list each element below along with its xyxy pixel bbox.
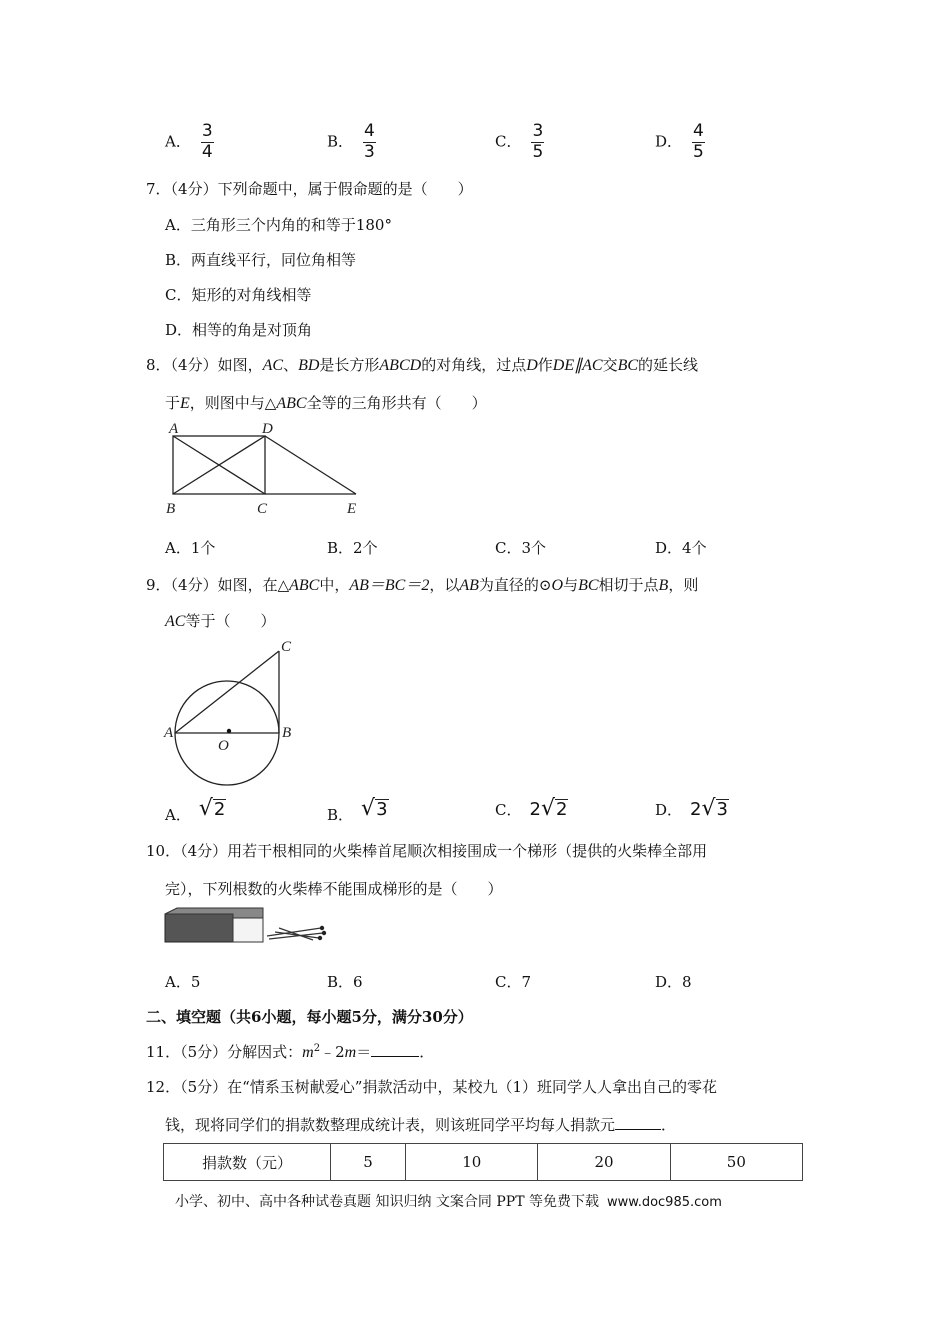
q7-option-d: D．相等的角是对顶角	[165, 321, 313, 339]
q10-option-b: B．6	[327, 973, 363, 991]
q12-answer-blank[interactable]	[615, 1117, 661, 1130]
q11-stem: 11．（5分）分解因式：$m^2﹣2m=$ ．	[146, 1043, 435, 1061]
label-c: C	[281, 639, 292, 655]
q9-option-c: C． 2 √ 2	[495, 796, 568, 821]
table-cell: 50	[670, 1144, 802, 1181]
section-heading: 二、填空题（共6小题，每小题5分，满分30分）	[146, 1008, 473, 1026]
q6-option-c: C． $\frac{3}{5}$	[495, 121, 544, 162]
q7-option-b: B．两直线平行，同位角相等	[165, 251, 357, 269]
q7-stem: 7．（4分）下列命题中，属于假命题的是（ ）	[146, 180, 473, 198]
footer-link[interactable]: www.doc985.com	[606, 1195, 722, 1210]
q9-option-b: B． √ 3	[327, 796, 388, 824]
q10-option-a: A．5	[165, 973, 201, 991]
table-cell: 5	[331, 1144, 406, 1181]
q8-stem-line1: 8．（4分）如图，AC、BD是长方形ABCD的对角线，过点D作DE∥AC交BC的延长线	[146, 356, 699, 374]
q10-stem-line1: 10．（4分）用若干根相同的火柴棒首尾顺次相接围成一个梯形（提供的火柴棒全部用	[146, 842, 708, 860]
q9-stem-line1: 9．（4分）如图，在△ABC中，AB＝BC＝2，以AB为直径的⊙O与BC相切于点B，则	[146, 576, 699, 594]
q8-option-b: B．2个	[327, 539, 378, 557]
matchbox-figure	[163, 906, 333, 946]
segment-ac	[175, 651, 279, 733]
q8-option-a: A．1个	[165, 539, 216, 557]
match-head	[320, 926, 324, 930]
q9-stem-line2: AC等于（ ）	[165, 612, 276, 630]
label-a: A	[164, 725, 174, 741]
matchbox-body	[165, 914, 233, 942]
q10-option-c: C．7	[495, 973, 532, 991]
q8-option-c: C．3个	[495, 539, 547, 557]
table-row	[164, 1144, 803, 1181]
center-point-o	[227, 729, 231, 733]
label-d: D	[262, 421, 273, 437]
q9-figure	[160, 634, 300, 786]
q9-option-d: D． 2 √ 3	[655, 796, 728, 821]
q8-stem-line2: 于E，则图中与△ABC全等的三角形共有（ ）	[165, 394, 487, 412]
table-cell: 20	[538, 1144, 670, 1181]
q10-option-d: D．8	[655, 973, 692, 991]
matchbox-tray	[233, 918, 263, 942]
q9-option-a: A． √ 2	[165, 796, 226, 824]
q8-figure	[160, 418, 370, 520]
match-head	[322, 931, 326, 935]
match-head	[318, 936, 322, 940]
label-a: A	[169, 421, 179, 437]
q7-option-a: A．三角形三个内角的和等于180°	[165, 216, 392, 234]
page-footer: 小学、初中、高中各种试卷真题 知识归纳 文案合同 PPT 等免费下载 www.doc985.com	[175, 1194, 722, 1210]
table-header-cell: 捐款数（元）	[164, 1144, 331, 1181]
label-c: C	[257, 501, 268, 517]
donation-table	[163, 1143, 803, 1181]
q11-answer-blank[interactable]	[371, 1044, 419, 1057]
segment-de	[265, 436, 356, 494]
label-o: O	[218, 738, 229, 754]
q6-option-b: B． $\frac{4}{3}$	[327, 121, 375, 162]
q12-stem-line2: 钱，现将同学们的捐款数整理成统计表，则该班同学平均每人捐款元 ．	[165, 1116, 677, 1134]
q7-option-c: C．矩形的对角线相等	[165, 286, 312, 304]
q6-option-d: D． $\frac{4}{5}$	[655, 121, 704, 162]
label-b: B	[282, 725, 292, 741]
q6-option-a: A． $\frac{3}{4}$	[165, 121, 213, 162]
table-cell: 10	[406, 1144, 538, 1181]
q10-stem-line2: 完），下列根数的火柴棒不能围成梯形的是（ ）	[165, 880, 503, 898]
q8-option-d: D．4个	[655, 539, 707, 557]
label-b: B	[166, 501, 176, 517]
q12-stem-line1: 12．（5分）在“情系玉树献爱心”捐款活动中，某校九（1）班同学人人拿出自己的零花	[146, 1078, 718, 1096]
label-e: E	[347, 501, 357, 517]
